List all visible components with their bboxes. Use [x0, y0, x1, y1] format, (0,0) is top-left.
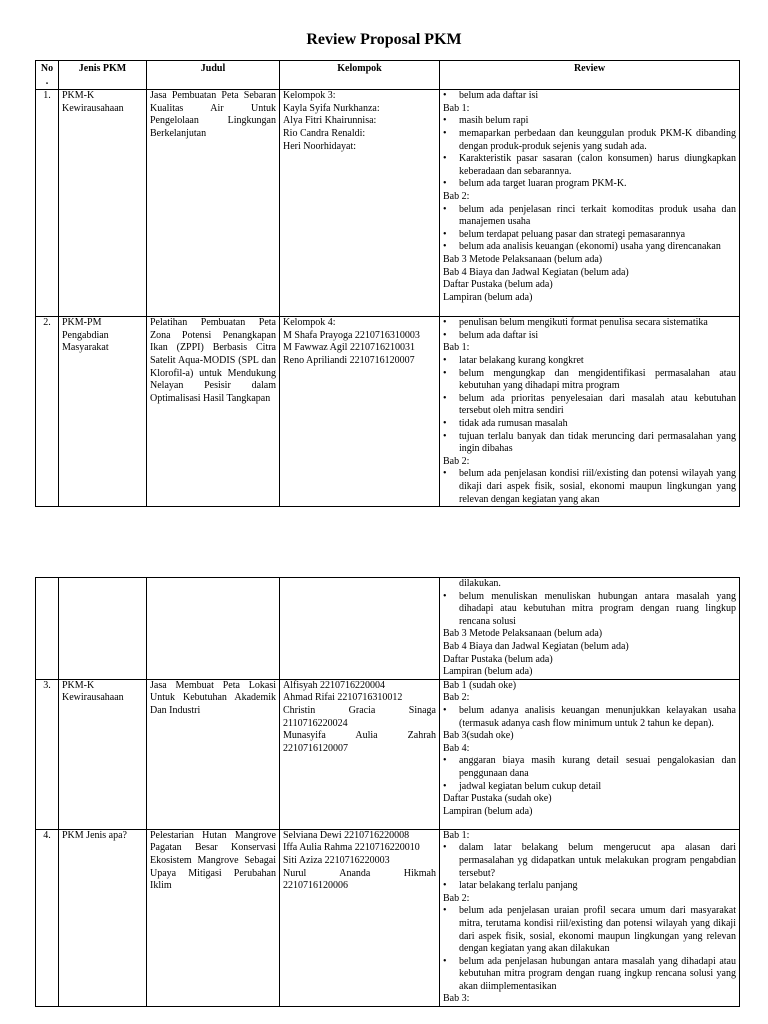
cell-review: [440, 578, 740, 680]
review-section-line: Bab 1:: [443, 102, 470, 114]
review-section-line: Lampiran (belum ada): [443, 805, 533, 817]
bullet-icon: •: [443, 90, 447, 102]
review-section-line: Bab 2:: [443, 692, 470, 704]
kelompok-member: Nurul Ananda Hikmah 2210716120006: [283, 867, 436, 892]
review-bullet-text: belum ada penjelasan hubungan antara masalah yang dihadapi atau kebutuhan mitra program dengan ruang ingkup rencana solusi yang akan diimplementasikan: [459, 955, 736, 992]
review-bullet-text: belum terdapat peluang pasar dan strategi pemasarannya: [459, 228, 686, 240]
bullet-icon: •: [443, 127, 447, 139]
review-bullet-text: tidak ada rumusan masalah: [459, 417, 568, 429]
kelompok-member: Iffa Aulia Rahma 2210716220010: [283, 842, 420, 854]
cell-jenis-pkm: [59, 578, 147, 680]
cell-judul: Jasa Membuat Peta Lokasi Untuk Kebutuhan Akademik Dan Industri: [147, 679, 280, 829]
bullet-icon: •: [443, 468, 447, 480]
table-body: [36, 578, 740, 1007]
jenis-line: Kewirausahaan: [62, 692, 124, 704]
bullet-icon: •: [443, 780, 447, 792]
review-bullet-item: [443, 468, 736, 506]
review-section-line: Bab 2:: [443, 892, 470, 904]
review-bullet-text: belum menuliskan menuliskan hubungan antara masalah yang dihadapi atau kebutuhan mitra program dengan ruang lingkup rencana solusi: [459, 590, 736, 627]
bullet-icon: •: [443, 317, 447, 329]
bullet-icon: •: [443, 115, 447, 127]
cell-kelompok: [280, 829, 440, 1006]
review-section-line: Bab 4:: [443, 742, 470, 754]
table-row: [36, 829, 740, 1006]
review-bullet-text: tujuan terlalu banyak dan tidak meruncing dari permasalahan yang ingin dibahas: [459, 430, 736, 455]
review-bullet-item: [443, 418, 736, 431]
review-bullet-item: [443, 153, 736, 178]
cell-review: [440, 829, 740, 1006]
review-bullet-text: belum ada penjelasan rinci terkait komoditas produk usaha dan manajemen usaha: [459, 203, 736, 228]
review-bullet-item: [443, 90, 736, 103]
review-bullet-text: belum ada penjelasan kondisi riil/existing dan potensi wilayah yang dikaji dari aspek fisik, sosial, ekonomi maupun lingkungan yang relevan dengan kegiatan yang akan: [459, 468, 736, 505]
cell-no: 2.: [36, 317, 59, 507]
review-bullet-text: belum ada target luaran program PKM-K.: [459, 178, 627, 190]
cell-kelompok: [280, 679, 440, 829]
review-bullet-item: [443, 431, 736, 456]
cell-jenis-pkm: [59, 90, 147, 317]
review-bullet-item: [443, 204, 736, 229]
header-no: No .: [36, 61, 59, 90]
kelompok-member: Rio Candra Renaldi:: [283, 127, 366, 139]
review-continued-text: [443, 578, 736, 591]
table-row: [36, 679, 740, 829]
kelompok-member: M Fawwaz Agil 2210716210031: [283, 342, 415, 354]
kelompok-member: Alya Fitri Khairunnisa:: [283, 115, 377, 127]
cell-no: 4.: [36, 829, 59, 1006]
review-bullet-text: belum mengungkap dan mengidentifikasi permasalahan atau kebutuhan yang dihadapi mitra program: [459, 367, 736, 392]
header-review: Review: [440, 61, 740, 90]
kelompok-member: M Shafa Prayoga 2210716310003: [283, 329, 420, 341]
jenis-line: PKM Jenis apa?: [62, 829, 127, 841]
review-bullet-text: masih belum rapi: [459, 115, 529, 127]
review-section-line: Bab 4 Biaya dan Jadwal Kegiatan (belum ada): [443, 266, 629, 278]
table-row: [36, 578, 740, 680]
review-section-line: Lampiran (belum ada): [443, 291, 533, 303]
review-bullet-item: [443, 317, 736, 330]
review-bullet-item: [443, 905, 736, 955]
cell-judul: Jasa Pembuatan Peta Sebaran Kualitas Air Untuk Pengelolaan Lingkungan Berkelanjutan: [147, 90, 280, 317]
cell-kelompok: [280, 90, 440, 317]
jenis-line: Kewirausahaan: [62, 102, 124, 114]
cell-judul: Pelatihan Pembuatan Peta Zona Potensi Penangkapan Ikan (ZPPI) Berbasis Citra Satelit Aqua-MODIS (SPL dan Klorofil-a) untuk Mendukung Nelayan Pesisir dalam Optimalisasi Hasil Tangkapan: [147, 317, 280, 507]
bullet-icon: •: [443, 241, 447, 253]
bullet-icon: •: [443, 704, 447, 716]
review-bullet-text: belum ada daftar isi: [459, 329, 539, 341]
review-bullet-item: [443, 591, 736, 629]
review-bullet-item: [443, 128, 736, 153]
review-bullet-item: [443, 115, 736, 128]
cell-judul: Pelestarian Hutan Mangrove Pagatan Besar Konservasi Ekosistem Mangrove Sebagai Upaya Mitigasi Perubahan Iklim: [147, 829, 280, 1006]
header-jenis-pkm: Jenis PKM: [59, 61, 147, 90]
review-bullet-text: dalam latar belakang belum mengerucut apa alasan dari permasalahan yg didapatkan untuk melakukan program pengabdian tersebut?: [459, 842, 736, 879]
bullet-icon: •: [443, 880, 447, 892]
review-section-line: Bab 1 (sudah oke): [443, 679, 517, 691]
cell-no: 3.: [36, 679, 59, 829]
review-table-page-2: [35, 577, 740, 1007]
kelompok-member: Reno Apriliandi 2210716120007: [283, 354, 415, 366]
table-body: [36, 90, 740, 507]
kelompok-member: Ahmad Rifai 2210716310012: [283, 692, 403, 704]
review-bullet-item: [443, 241, 736, 254]
review-bullet-text: belum adanya analisis keuangan menunjukkan kelayakan usaha (termasuk adanya cash flow minimum untuk 2 tahun ke depan).: [459, 704, 736, 729]
bullet-icon: •: [443, 228, 447, 240]
review-section-line: Bab 3(sudah oke): [443, 730, 514, 742]
review-section-line: Daftar Pustaka (belum ada): [443, 279, 553, 291]
review-bullet-text: penulisan belum mengikuti format penulisa secara sistematika: [459, 317, 708, 329]
review-section-line: Bab 2:: [443, 455, 470, 467]
review-bullet-text: Karakteristik pasar sasaran (calon konsumen) harus diungkapkan keberadaan dan sebarannya.: [459, 153, 736, 177]
table-header-row: [36, 61, 740, 90]
cell-no: [36, 578, 59, 680]
jenis-line: PKM-K: [62, 679, 95, 691]
kelompok-member: Selviana Dewi 2210716220008: [283, 829, 410, 841]
review-section-line: Bab 1:: [443, 342, 470, 354]
bullet-icon: •: [443, 755, 447, 767]
review-bullet-text: jadwal kegiatan belum cukup detail: [459, 780, 602, 792]
bullet-icon: •: [443, 905, 447, 917]
review-bullet-item: [443, 229, 736, 242]
review-section-line: Daftar Pustaka (sudah oke): [443, 793, 552, 805]
cell-review: [440, 679, 740, 829]
table-row: [36, 90, 740, 317]
bullet-icon: •: [443, 590, 447, 602]
jenis-line: PKM-PM: [62, 317, 102, 329]
review-bullet-item: [443, 178, 736, 191]
kelompok-member: Munasyifa Aulia Zahrah 2210716120007: [283, 730, 436, 754]
review-bullet-text: belum ada analisis keuangan (ekonomi) usaha yang direncanakan: [459, 241, 721, 253]
table-row: [36, 317, 740, 507]
page-title: Review Proposal PKM: [306, 31, 462, 48]
review-continued-line: dilakukan.: [459, 578, 501, 589]
review-bullet-item: [443, 393, 736, 418]
review-bullet-text: latar belakang kurang kongkret: [459, 354, 584, 366]
review-section-line: Bab 3:: [443, 993, 470, 1005]
review-section-line: Bab 2:: [443, 190, 470, 202]
cell-jenis-pkm: [59, 679, 147, 829]
kelompok-member: Kayla Syifa Nurkhanza:: [283, 102, 380, 114]
review-section-line: Daftar Pustaka (belum ada): [443, 653, 553, 665]
review-bullet-item: [443, 368, 736, 393]
bullet-icon: •: [443, 392, 447, 404]
kelompok-member: Siti Aziza 2210716220003: [283, 854, 390, 866]
bullet-icon: •: [443, 955, 447, 967]
header-kelompok: Kelompok: [280, 61, 440, 90]
review-section-line: Bab 1:: [443, 829, 470, 841]
cell-judul: [147, 578, 280, 680]
kelompok-member: Christin Gracia Sinaga 2110716220024: [283, 704, 436, 729]
bullet-icon: •: [443, 367, 447, 379]
review-bullet-item: [443, 355, 736, 368]
kelompok-member: Kelompok 4:: [283, 317, 336, 329]
review-bullet-text: belum ada prioritas penyelesaian dari masalah atau kebutuhan tersebut oleh mitra sendiri: [459, 392, 736, 417]
review-bullet-item: [443, 842, 736, 880]
bullet-icon: •: [443, 203, 447, 215]
review-section-line: Bab 3 Metode Pelaksanaan (belum ada): [443, 253, 603, 265]
bullet-icon: •: [443, 153, 447, 165]
review-bullet-text: memaparkan perbedaan dan keunggulan produk PKM-K dibanding dengan produk-produk sejenis yang sudah ada.: [459, 127, 736, 152]
review-bullet-item: [443, 880, 736, 893]
review-bullet-text: belum ada daftar isi: [459, 90, 539, 102]
review-bullet-text: anggaran biaya masih kurang detail sesuai pengalokasian dan penggunaan dana: [459, 755, 736, 779]
review-bullet-text: latar belakang terlalu panjang: [459, 880, 578, 892]
kelompok-member: Heri Noorhidayat:: [283, 140, 357, 152]
cell-review: [440, 317, 740, 507]
cell-review: [440, 90, 740, 317]
jenis-line: Masyarakat: [62, 342, 109, 354]
review-table-page-1: [35, 60, 740, 507]
jenis-line: Pengabdian: [62, 329, 109, 341]
review-bullet-item: [443, 956, 736, 994]
cell-jenis-pkm: [59, 829, 147, 1006]
bullet-icon: •: [443, 329, 447, 341]
kelompok-member: Alfisyah 2210716220004: [283, 679, 385, 691]
bullet-icon: •: [443, 178, 447, 190]
cell-kelompok: [280, 317, 440, 507]
bullet-icon: •: [443, 842, 447, 854]
review-bullet-text: belum ada penjelasan uraian profil secara umum dari masyarakat mitra, terutama kondisi riil/existing dan potensi wilayah yang dikaji dari aspek fisik, sosial, ekonomi maupun lingkungan yang relevan dengan kegiatan yang akan dilakukan: [459, 905, 736, 955]
kelompok-member: Kelompok 3:: [283, 90, 336, 102]
cell-kelompok: [280, 578, 440, 680]
review-bullet-item: [443, 755, 736, 780]
header-judul: Judul: [147, 61, 280, 90]
review-section-line: Bab 4 Biaya dan Jadwal Kegiatan (belum ada): [443, 640, 629, 652]
jenis-line: PKM-K: [62, 90, 95, 102]
bullet-icon: •: [443, 417, 447, 429]
review-bullet-item: [443, 330, 736, 343]
bullet-icon: •: [443, 430, 447, 442]
cell-no: 1.: [36, 90, 59, 317]
review-section-line: Lampiran (belum ada): [443, 666, 533, 678]
bullet-icon: •: [443, 354, 447, 366]
cell-jenis-pkm: [59, 317, 147, 507]
review-bullet-item: [443, 705, 736, 730]
review-bullet-item: [443, 781, 736, 794]
review-section-line: Bab 3 Metode Pelaksanaan (belum ada): [443, 628, 603, 640]
